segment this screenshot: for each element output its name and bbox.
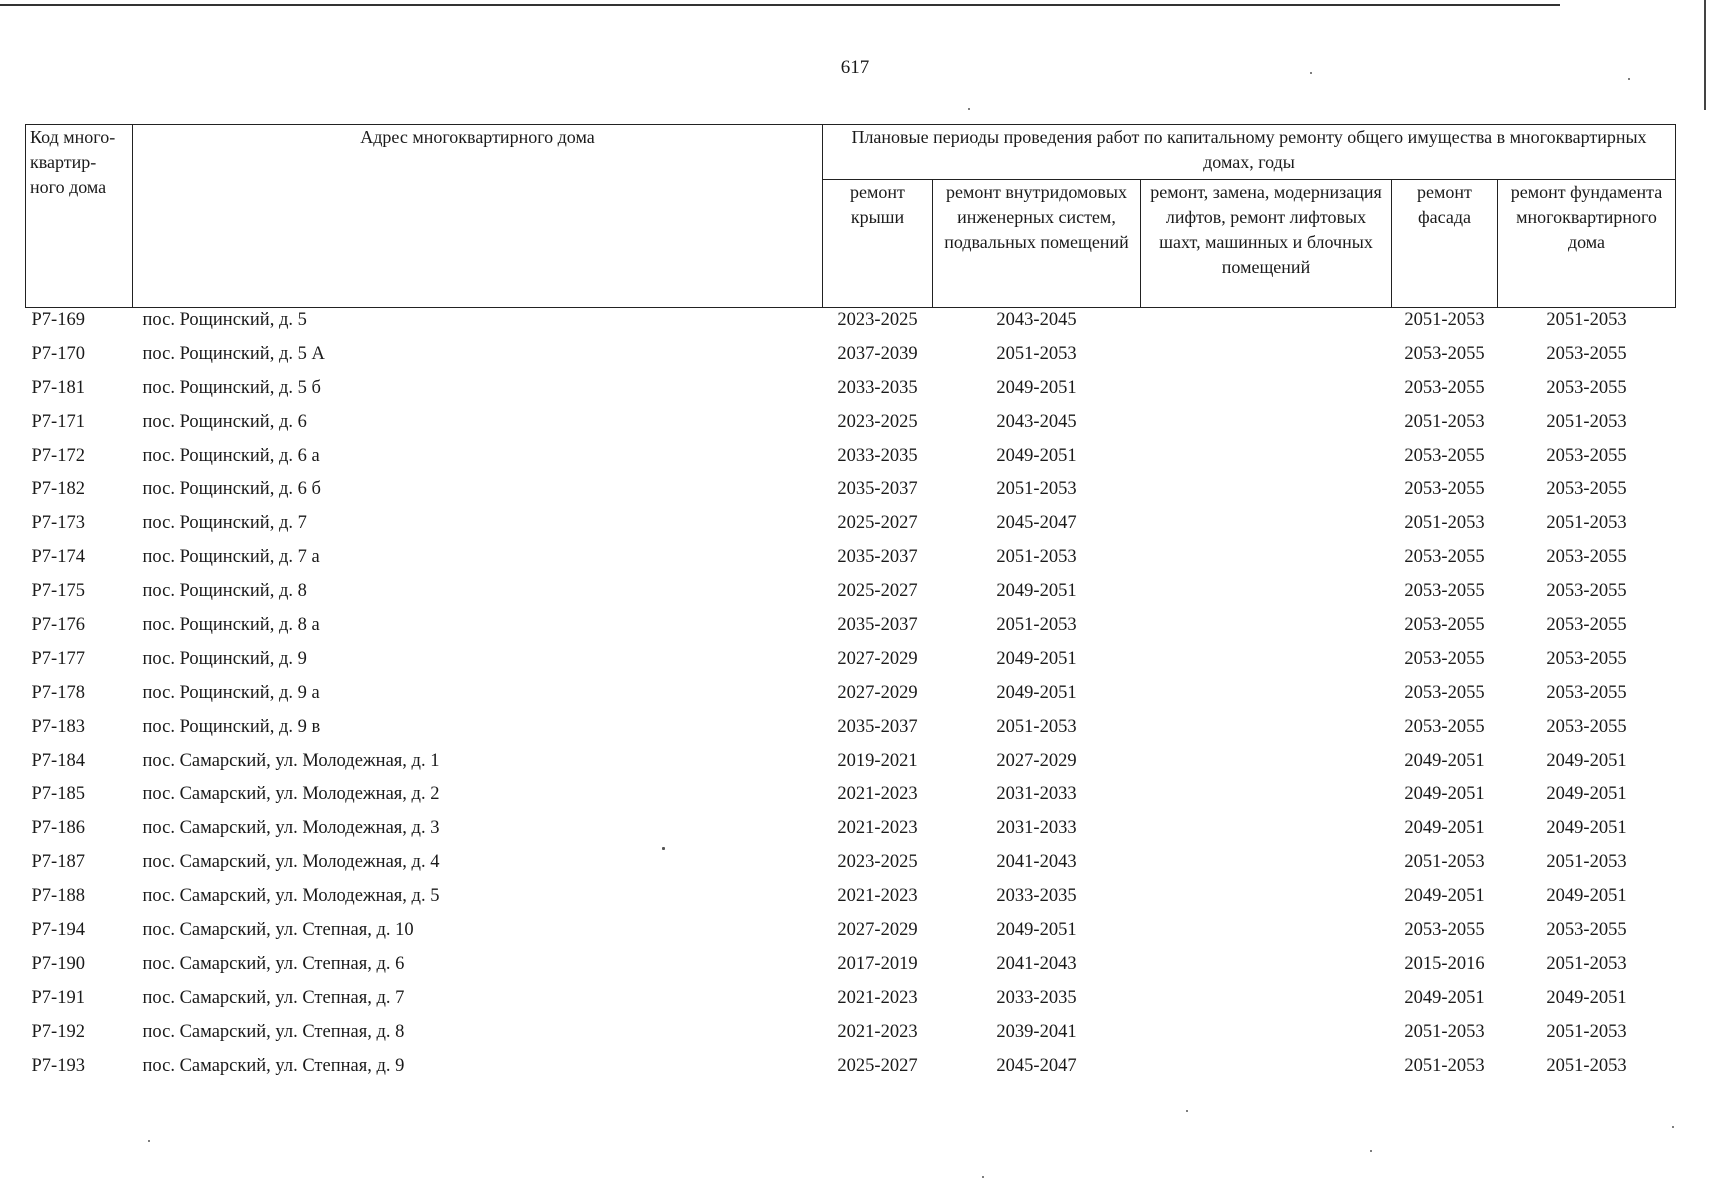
cell-address: пос. Рощинский, д. 7 xyxy=(142,513,307,534)
cell-address: пос. Рощинский, д. 6 а xyxy=(142,445,320,466)
scan-speck xyxy=(1628,78,1630,80)
cell-elevators xyxy=(1141,545,1392,579)
cell-elevators xyxy=(1141,1020,1392,1054)
cell-engineering: 2045-2047 xyxy=(996,513,1077,534)
cell-facade: 2051-2053 xyxy=(1404,1021,1485,1042)
cell-engineering: 2027-2029 xyxy=(996,750,1077,771)
scan-speck xyxy=(1186,1110,1188,1112)
table-body xyxy=(26,308,1676,1088)
cell-roof: 2021-2023 xyxy=(837,784,918,805)
cell-foundation: 2053-2055 xyxy=(1546,648,1627,669)
cell-roof: 2023-2025 xyxy=(837,852,918,873)
cell-facade: 2049-2051 xyxy=(1404,886,1485,907)
cell-elevators xyxy=(1141,1054,1392,1088)
cell-elevators xyxy=(1141,749,1392,783)
cell-roof: 2021-2023 xyxy=(837,987,918,1008)
cell-elevators xyxy=(1141,511,1392,545)
cell-facade: 2053-2055 xyxy=(1404,547,1485,568)
cell-foundation: 2051-2053 xyxy=(1546,953,1627,974)
cell-elevators xyxy=(1141,986,1392,1020)
cell-roof: 2021-2023 xyxy=(837,1021,918,1042)
cell-roof: 2025-2027 xyxy=(837,1055,918,1076)
page-number: 617 xyxy=(840,57,870,78)
cell-engineering: 2049-2051 xyxy=(996,648,1077,669)
header-code: Код много-квартир-ного дома xyxy=(26,125,133,308)
cell-elevators xyxy=(1141,342,1392,376)
cell-code: Р7-185 xyxy=(31,784,85,805)
cell-facade: 2053-2055 xyxy=(1404,920,1485,941)
table-row xyxy=(26,545,1676,579)
cell-elevators xyxy=(1141,647,1392,681)
cell-code: Р7-174 xyxy=(31,547,85,568)
cell-roof: 2035-2037 xyxy=(837,479,918,500)
header-facade: ремонт фасада xyxy=(1392,180,1498,308)
table-row xyxy=(26,884,1676,918)
cell-engineering: 2051-2053 xyxy=(996,615,1077,636)
cell-roof: 2025-2027 xyxy=(837,513,918,534)
cell-facade: 2049-2051 xyxy=(1404,987,1485,1008)
table-row xyxy=(26,816,1676,850)
cell-roof: 2035-2037 xyxy=(837,716,918,737)
cell-engineering: 2051-2053 xyxy=(996,479,1077,500)
cell-roof: 2023-2025 xyxy=(837,310,918,330)
scan-speck xyxy=(982,1176,984,1178)
cell-engineering: 2033-2035 xyxy=(996,987,1077,1008)
cell-address: пос. Рощинский, д. 5 А xyxy=(142,343,325,364)
cell-foundation: 2049-2051 xyxy=(1546,818,1627,839)
cell-foundation: 2051-2053 xyxy=(1546,513,1627,534)
cell-code: Р7-178 xyxy=(31,682,85,703)
cell-engineering: 2039-2041 xyxy=(996,1021,1077,1042)
cell-foundation: 2053-2055 xyxy=(1546,920,1627,941)
cell-code: Р7-175 xyxy=(31,581,85,602)
cell-roof: 2033-2035 xyxy=(837,445,918,466)
cell-facade: 2049-2051 xyxy=(1404,784,1485,805)
cell-foundation: 2049-2051 xyxy=(1546,987,1627,1008)
cell-code: Р7-176 xyxy=(31,615,85,636)
cell-engineering: 2031-2033 xyxy=(996,818,1077,839)
cell-elevators xyxy=(1141,816,1392,850)
table-row xyxy=(26,613,1676,647)
cell-elevators xyxy=(1141,410,1392,444)
cell-code: Р7-187 xyxy=(31,852,85,873)
cell-foundation: 2053-2055 xyxy=(1546,615,1627,636)
cell-facade: 2053-2055 xyxy=(1404,343,1485,364)
cell-address: пос. Рощинский, д. 8 xyxy=(142,581,307,602)
cell-foundation: 2053-2055 xyxy=(1546,682,1627,703)
cell-engineering: 2049-2051 xyxy=(996,445,1077,466)
cell-foundation: 2049-2051 xyxy=(1546,750,1627,771)
cell-code: Р7-184 xyxy=(31,750,85,771)
cell-facade: 2053-2055 xyxy=(1404,716,1485,737)
table-row xyxy=(26,308,1676,342)
cell-address: пос. Самарский, ул. Молодежная, д. 1 xyxy=(142,750,440,771)
cell-foundation: 2053-2055 xyxy=(1546,716,1627,737)
cell-engineering: 2031-2033 xyxy=(996,784,1077,805)
cell-facade: 2051-2053 xyxy=(1404,411,1485,432)
cell-address: пос. Рощинский, д. 6 б xyxy=(142,479,321,500)
cell-roof: 2027-2029 xyxy=(837,920,918,941)
table-row xyxy=(26,376,1676,410)
cell-address: пос. Самарский, ул. Молодежная, д. 5 xyxy=(142,886,440,907)
cell-elevators xyxy=(1141,952,1392,986)
cell-foundation: 2053-2055 xyxy=(1546,581,1627,602)
cell-code: Р7-191 xyxy=(31,987,85,1008)
cell-elevators xyxy=(1141,884,1392,918)
cell-foundation: 2051-2053 xyxy=(1546,852,1627,873)
cell-code: Р7-173 xyxy=(31,513,85,534)
cell-facade: 2053-2055 xyxy=(1404,377,1485,398)
cell-elevators xyxy=(1141,444,1392,478)
cell-foundation: 2053-2055 xyxy=(1546,479,1627,500)
cell-code: Р7-172 xyxy=(31,445,85,466)
cell-address: пос. Самарский, ул. Степная, д. 7 xyxy=(142,987,405,1008)
table-row xyxy=(26,952,1676,986)
cell-foundation: 2049-2051 xyxy=(1546,886,1627,907)
cell-elevators xyxy=(1141,308,1392,342)
table-row xyxy=(26,1020,1676,1054)
cell-foundation: 2053-2055 xyxy=(1546,377,1627,398)
cell-address: пос. Самарский, ул. Молодежная, д. 3 xyxy=(142,818,440,839)
cell-roof: 2027-2029 xyxy=(837,682,918,703)
cell-foundation: 2051-2053 xyxy=(1546,411,1627,432)
cell-roof: 2025-2027 xyxy=(837,581,918,602)
cell-facade: 2051-2053 xyxy=(1404,513,1485,534)
cell-facade: 2053-2055 xyxy=(1404,445,1485,466)
cell-code: Р7-183 xyxy=(31,716,85,737)
cell-facade: 2053-2055 xyxy=(1404,581,1485,602)
cell-elevators xyxy=(1141,850,1392,884)
cell-engineering: 2051-2053 xyxy=(996,343,1077,364)
table-row xyxy=(26,579,1676,613)
cell-foundation: 2053-2055 xyxy=(1546,547,1627,568)
cell-address: пос. Самарский, ул. Степная, д. 6 xyxy=(142,953,405,974)
scan-speck xyxy=(968,108,970,110)
header-elevators: ремонт, замена, модернизация лифтов, ремонт лифтовых шахт, машинных и блочных помещений xyxy=(1141,180,1392,308)
cell-engineering: 2049-2051 xyxy=(996,581,1077,602)
cell-facade: 2053-2055 xyxy=(1404,615,1485,636)
cell-address: пос. Самарский, ул. Молодежная, д. 2 xyxy=(142,784,440,805)
cell-roof: 2017-2019 xyxy=(837,953,918,974)
cell-code: Р7-193 xyxy=(31,1055,85,1076)
cell-facade: 2053-2055 xyxy=(1404,648,1485,669)
top-edge-rule xyxy=(0,4,1560,6)
header-engineering: ремонт внутридомовых инженерных систем, подвальных помещений xyxy=(933,180,1141,308)
table-row xyxy=(26,681,1676,715)
cell-code: Р7-170 xyxy=(31,343,85,364)
cell-code: Р7-171 xyxy=(31,411,85,432)
cell-address: пос. Рощинский, д. 9 в xyxy=(142,716,321,737)
cell-facade: 2051-2053 xyxy=(1404,852,1485,873)
cell-facade: 2053-2055 xyxy=(1404,479,1485,500)
capital-repair-table xyxy=(25,124,1676,1087)
scan-speck xyxy=(148,1140,150,1142)
cell-engineering: 2045-2047 xyxy=(996,1055,1077,1076)
cell-foundation: 2053-2055 xyxy=(1546,343,1627,364)
cell-foundation: 2051-2053 xyxy=(1546,1055,1627,1076)
table-header xyxy=(26,125,1676,308)
header-foundation: ремонт фундамента многоквартирного дома xyxy=(1498,180,1676,308)
cell-address: пос. Самарский, ул. Степная, д. 8 xyxy=(142,1021,405,1042)
cell-engineering: 2041-2043 xyxy=(996,953,1077,974)
cell-elevators xyxy=(1141,613,1392,647)
cell-code: Р7-181 xyxy=(31,377,85,398)
cell-code: Р7-182 xyxy=(31,479,85,500)
cell-roof: 2035-2037 xyxy=(837,547,918,568)
cell-engineering: 2051-2053 xyxy=(996,716,1077,737)
table-row xyxy=(26,850,1676,884)
cell-engineering: 2049-2051 xyxy=(996,377,1077,398)
cell-address: пос. Рощинский, д. 6 xyxy=(142,411,307,432)
cell-roof: 2021-2023 xyxy=(837,818,918,839)
cell-address: пос. Рощинский, д. 8 а xyxy=(142,615,320,636)
cell-address: пос. Рощинский, д. 7 а xyxy=(142,547,320,568)
cell-roof: 2035-2037 xyxy=(837,615,918,636)
cell-foundation: 2051-2053 xyxy=(1546,310,1627,330)
cell-facade: 2015-2016 xyxy=(1404,953,1485,974)
cell-code: Р7-169 xyxy=(31,310,85,330)
table-row xyxy=(26,715,1676,749)
cell-engineering: 2051-2053 xyxy=(996,547,1077,568)
cell-elevators xyxy=(1141,715,1392,749)
cell-facade: 2049-2051 xyxy=(1404,818,1485,839)
cell-facade: 2051-2053 xyxy=(1404,310,1485,330)
cell-address: пос. Рощинский, д. 9 xyxy=(142,648,307,669)
cell-engineering: 2041-2043 xyxy=(996,852,1077,873)
header-address: Адрес многоквартирного дома xyxy=(133,125,823,308)
cell-facade: 2053-2055 xyxy=(1404,682,1485,703)
cell-address: пос. Рощинский, д. 5 б xyxy=(142,377,321,398)
cell-address: пос. Рощинский, д. 9 а xyxy=(142,682,320,703)
table-row xyxy=(26,782,1676,816)
cell-code: Р7-188 xyxy=(31,886,85,907)
cell-code: Р7-186 xyxy=(31,818,85,839)
cell-roof: 2033-2035 xyxy=(837,377,918,398)
cell-address: пос. Самарский, ул. Молодежная, д. 4 xyxy=(142,852,440,873)
cell-engineering: 2043-2045 xyxy=(996,310,1077,330)
table-row xyxy=(26,749,1676,783)
cell-engineering: 2033-2035 xyxy=(996,886,1077,907)
cell-roof: 2021-2023 xyxy=(837,886,918,907)
scan-speck xyxy=(1370,1150,1372,1152)
cell-address: пос. Рощинский, д. 5 xyxy=(142,310,307,330)
table-row xyxy=(26,511,1676,545)
cell-roof: 2019-2021 xyxy=(837,750,918,771)
cell-code: Р7-190 xyxy=(31,953,85,974)
cell-foundation: 2051-2053 xyxy=(1546,1021,1627,1042)
scan-speck xyxy=(1672,1126,1674,1128)
cell-code: Р7-194 xyxy=(31,920,85,941)
cell-code: Р7-192 xyxy=(31,1021,85,1042)
right-edge-rule xyxy=(1704,0,1706,110)
cell-elevators xyxy=(1141,579,1392,613)
cell-roof: 2037-2039 xyxy=(837,343,918,364)
cell-foundation: 2049-2051 xyxy=(1546,784,1627,805)
cell-address: пос. Самарский, ул. Степная, д. 9 xyxy=(142,1055,405,1076)
table-row xyxy=(26,918,1676,952)
cell-facade: 2049-2051 xyxy=(1404,750,1485,771)
table-row xyxy=(26,444,1676,478)
cell-engineering: 2043-2045 xyxy=(996,411,1077,432)
cell-elevators xyxy=(1141,376,1392,410)
table-row xyxy=(26,986,1676,1020)
cell-engineering: 2049-2051 xyxy=(996,920,1077,941)
cell-facade: 2051-2053 xyxy=(1404,1055,1485,1076)
cell-code: Р7-177 xyxy=(31,648,85,669)
scan-speck xyxy=(1310,72,1312,74)
cell-roof: 2023-2025 xyxy=(837,411,918,432)
table-row xyxy=(26,647,1676,681)
table-row xyxy=(26,410,1676,444)
table-row xyxy=(26,342,1676,376)
cell-roof: 2027-2029 xyxy=(837,648,918,669)
cell-address: пос. Самарский, ул. Степная, д. 10 xyxy=(142,920,414,941)
table-row xyxy=(26,1054,1676,1088)
cell-engineering: 2049-2051 xyxy=(996,682,1077,703)
table-row xyxy=(26,477,1676,511)
header-roof: ремонт крыши xyxy=(823,180,933,308)
cell-elevators xyxy=(1141,782,1392,816)
cell-elevators xyxy=(1141,477,1392,511)
header-periods-group: Плановые периоды проведения работ по капитальному ремонту общего имущества в многоквартирных домах, годы xyxy=(823,125,1676,180)
cell-foundation: 2053-2055 xyxy=(1546,445,1627,466)
cell-elevators xyxy=(1141,918,1392,952)
cell-elevators xyxy=(1141,681,1392,715)
